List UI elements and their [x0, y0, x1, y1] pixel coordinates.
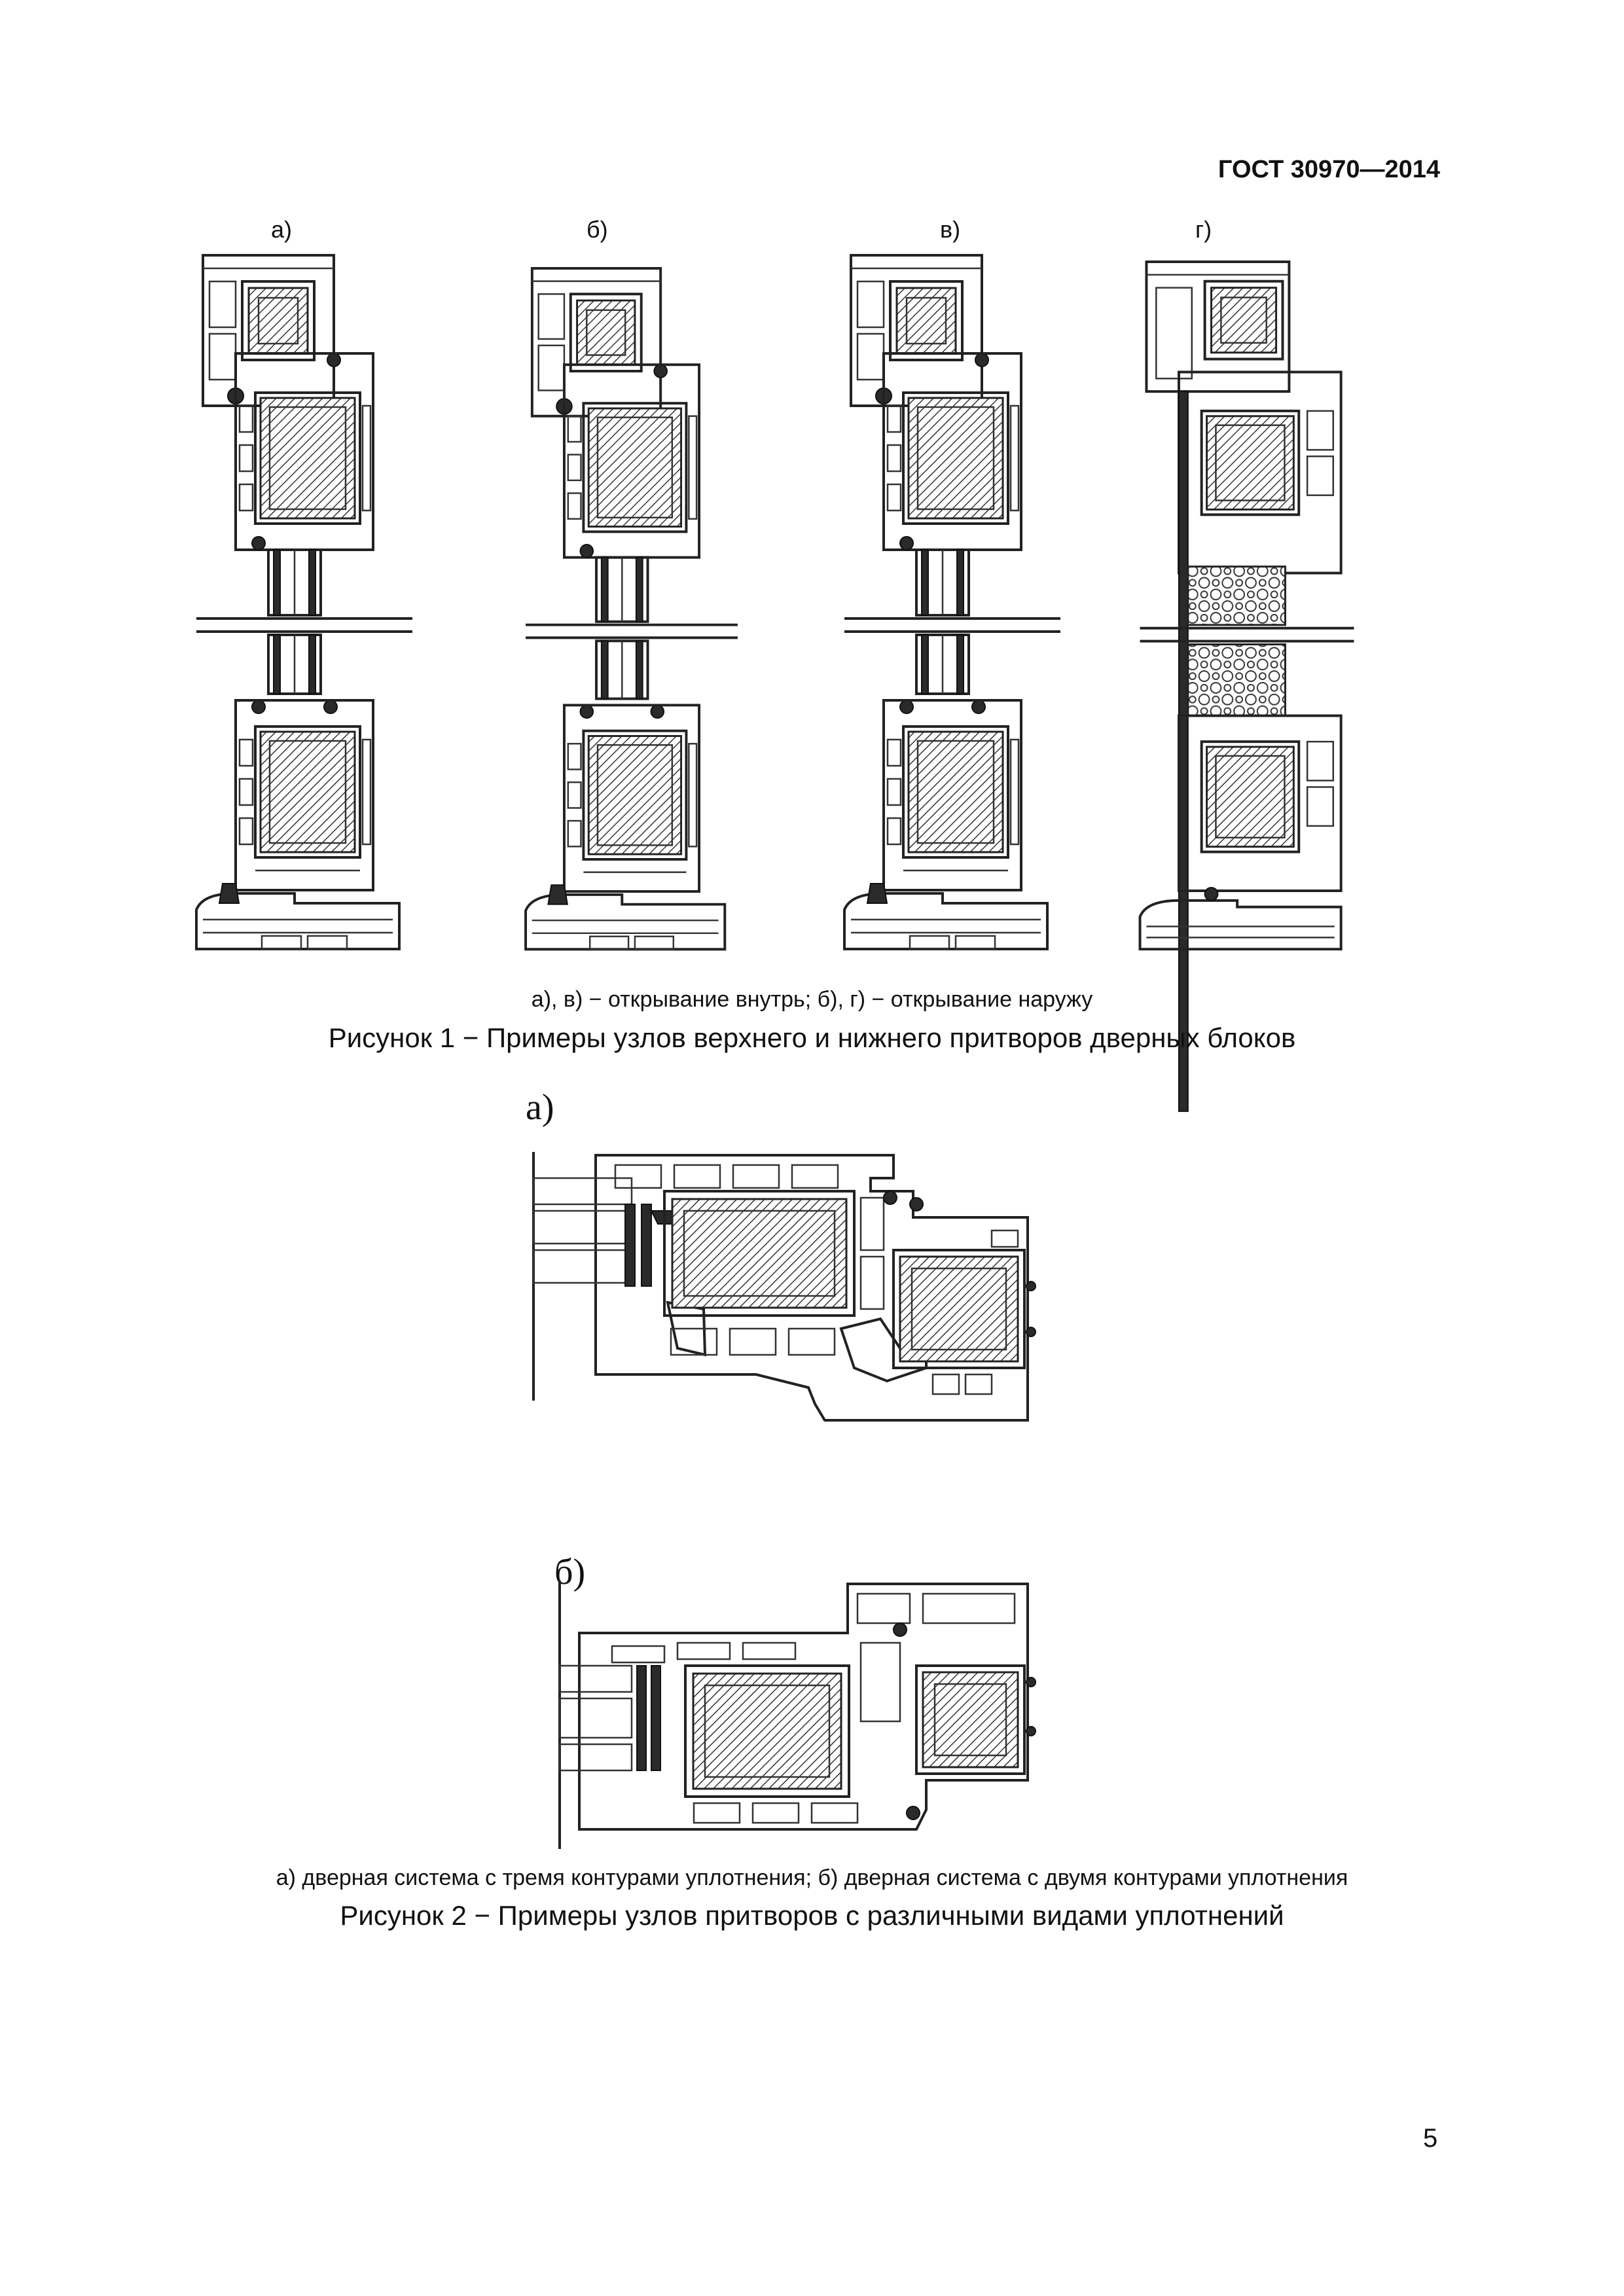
fig1-panel-label-b: б) [586, 216, 608, 243]
page-number: 5 [1423, 2124, 1438, 2153]
fig1-section-b [524, 268, 740, 962]
fig1-panel-label-g: г) [1195, 216, 1212, 243]
fig1-note: а), в) − открывание внутрь; б), г) − открывание наружу [531, 987, 1093, 1012]
fig2-note: а) дверная система с тремя контурами уплотнения; б) дверная система с двумя контурами уплотнения [276, 1865, 1348, 1890]
fig1-section-g [1139, 262, 1355, 962]
fig2-section-b [560, 1581, 1031, 1856]
fig2-caption: Рисунок 2 − Примеры узлов притворов с различными видами уплотнений [340, 1900, 1284, 1931]
fig1-panel-label-v: в) [940, 216, 961, 243]
fig1-caption: Рисунок 1 − Примеры узлов верхнего и нижнего притворов дверных блоков [328, 1022, 1296, 1053]
fig1-section-a [196, 255, 412, 962]
fig2-panel-label-b: б) [554, 1552, 586, 1592]
fig2-section-a [533, 1152, 1031, 1427]
fig1-panel-label-a: а) [271, 216, 293, 243]
document-header: ГОСТ 30970—2014 [1218, 156, 1440, 183]
fig2-panel-label-a: а) [526, 1087, 554, 1128]
fig1-section-v [844, 255, 1060, 962]
